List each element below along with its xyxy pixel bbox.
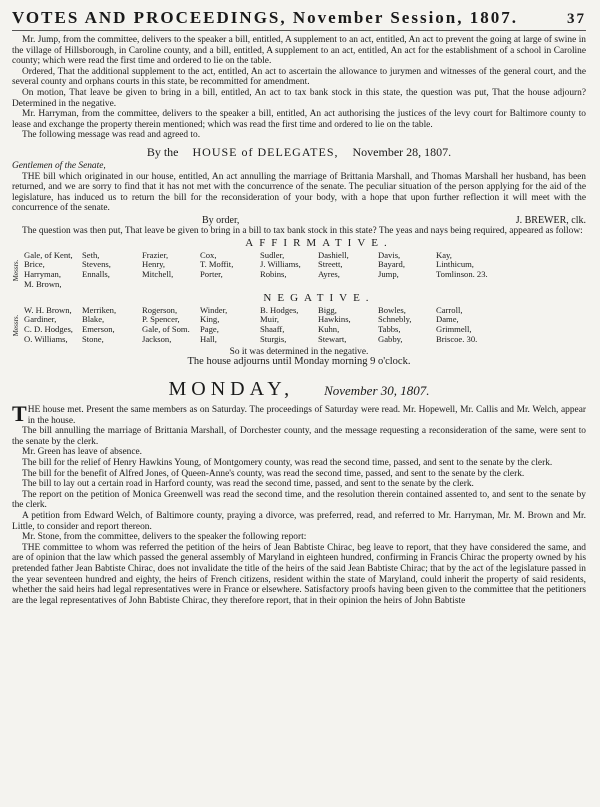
member-name: Robins,	[260, 269, 287, 280]
member-name: Gabby,	[378, 334, 403, 345]
bottom-section	[12, 401, 586, 606]
paragraph: Mr. Green has leave of absence.	[22, 447, 142, 458]
member-name: Winder,	[200, 304, 228, 315]
day-date: November 30, 1807.	[324, 383, 430, 399]
member-name: Carroll,	[436, 304, 463, 315]
determined-line: So it was determined in the negative.	[229, 346, 369, 357]
vote-column	[200, 251, 260, 290]
message-body: THE bill which originated in our house, entitled, An act annulling the marriage of Brittania Marshall, and Thomas Marshall her husband, has been returned, and we are sorry to find that it has not met with the concurrence of the senate. The peculiar situation of the person applying for the aid of the legislature, has induced us to return the bill for the reconsideration of your body, with a hope that upon further reflection it will meet with the concurrence of the senate.	[12, 171, 586, 214]
paragraph: On motion, That leave be given to bring in a bill, entitled, An act to tax bank stock in this state, the question was put, That the house adjourn? Determined in the negative.	[12, 87, 586, 109]
member-name: Sudler,	[260, 249, 285, 260]
member-name: Hawkins,	[318, 314, 351, 325]
member-name: Merriken,	[82, 304, 117, 315]
vote-column	[82, 251, 142, 290]
paragraph: Mr. Jump, from the committee, delivers to the speaker a bill, entitled, A supplement to an act, entitled, An act to prevent the going at large of swine in the village of Hillsborough, in Caroline county, and a bill, entitled, A supplement to an act, entitled, An act for the establishment of a school in Caroline county; which were read the first time and ordered to lie on the table.	[12, 35, 586, 67]
member-name: Stone,	[82, 334, 104, 345]
day-name: MONDAY,	[168, 378, 295, 401]
vote-column	[260, 306, 318, 345]
vote-column	[24, 251, 82, 290]
member-name: Rogerson,	[142, 304, 178, 315]
member-name: Schnebly,	[378, 314, 412, 325]
member-name: Stevens,	[82, 259, 111, 270]
paragraph: Mr. Stone, from the committee, delivers to the speaker the following report:	[22, 532, 307, 543]
message-house: HOUSE of DELEGATES,	[192, 144, 339, 159]
affirmative-side-label: Messrs.	[12, 259, 20, 281]
member-name: C. D. Hodges,	[24, 324, 73, 335]
member-name: Ennalls,	[82, 269, 110, 280]
member-name: P. Spencer,	[142, 314, 180, 325]
vote-column	[318, 306, 378, 345]
vote-column	[260, 251, 318, 290]
vote-column	[82, 306, 142, 345]
vote-column	[436, 251, 496, 290]
paragraph: Ordered, That the additional supplement to the act, entitled, An act to ascertain the allowance to jurymen and witnesses of the general court, and the several county and orphans courts in this state, be recommitted for amendment.	[12, 66, 586, 88]
member-name: Dashiell,	[318, 249, 349, 260]
member-name: T. Moffit,	[200, 259, 234, 270]
member-name: Blake,	[82, 314, 105, 325]
member-name: Tabbs,	[378, 324, 401, 335]
paragraph: THE committee to whom was referred the petition of the heirs of Jean Babtiste Chirac, beg leave to report, that they have considered the same, and are of opinion that the law which passed the general assembly of Maryland in eighteen hundred, confirming in Francis Chirac the property owned by his pretended father Jean Babtiste Chirac, does not invalidate the title of the heirs of the said Jean Babtiste Chirac; that by the act of the legislature passed in the year seventeen hundred and eighty, the heirs of French citizens, resident within the state of Maryland, could inherit the property of said residents, whether the said heirs had legal representatives were in France or elsewhere. Satisfactory proofs having been given to the committee that the petitioners are the legal representatives of John Babtiste Chirac, they therefore report, that in their opinion the heirs of John Babtiste	[12, 542, 586, 606]
member-name: Jump,	[378, 269, 399, 280]
by-order: By order,	[202, 214, 240, 226]
negative-side-label: Messrs.	[12, 314, 20, 337]
running-head	[12, 8, 586, 31]
vote-column	[142, 306, 200, 345]
member-name: Sturgis,	[260, 334, 287, 345]
member-name: Gale, of Kent,	[24, 249, 73, 260]
member-name: W. H. Brown,	[24, 304, 72, 315]
member-name: Muir,	[260, 314, 279, 325]
message-by: By the	[146, 144, 179, 159]
affirmative-heading: AFFIRMATIVE.	[245, 236, 393, 249]
member-name: Streett,	[318, 259, 343, 270]
member-name: Bayard,	[378, 259, 405, 270]
message-salutation: Gentlemen of the Senate,	[12, 160, 106, 171]
member-name: Hall,	[200, 334, 217, 345]
paragraph: The bill to lay out a certain road in Harford county, was read the second time, passed, and sent to the senate by the clerk.	[22, 479, 474, 490]
member-name: Page,	[200, 324, 219, 335]
member-name: Seth,	[82, 249, 100, 260]
clerk-signature: J. BREWER, clk.	[515, 214, 586, 226]
paragraph: The bill for the benefit of Alfred Jones, of Queen-Anne's county, was read the second time, passed, and sent to the senate by the clerk.	[22, 468, 525, 479]
negative-columns	[24, 306, 586, 345]
paragraph: The following message was read and agreed to.	[22, 130, 201, 141]
vote-column	[378, 251, 436, 290]
negative-list	[12, 306, 586, 345]
member-name: Harryman,	[24, 269, 61, 280]
member-name: Porter,	[200, 269, 223, 280]
affirmative-columns	[24, 251, 586, 290]
member-name: Cox,	[200, 249, 217, 260]
vote-column	[24, 306, 82, 345]
member-name: Linthicum,	[436, 259, 474, 270]
message-signature-row	[12, 215, 586, 226]
vote-column	[436, 306, 496, 345]
member-name: King,	[200, 314, 220, 325]
member-name: Shaaff,	[260, 324, 285, 335]
member-name: O. Williams,	[24, 334, 68, 345]
dropcap: T	[12, 401, 27, 427]
paragraph: A petition from Edward Welch, of Baltimore county, praying a divorce, was preferred, read, and referred to Mr. Harryman, Mr. M. Brown and Mr. Little, to consider and report thereon.	[12, 511, 586, 532]
member-name: Stewart,	[318, 334, 347, 345]
paragraph: HE house met. Present the same members as on Saturday. The proceedings of Saturday were read. Mr. Hopewell, Mr. Callis and Mr. Welch, appear in the house.	[27, 405, 586, 426]
member-name: Briscoe. 30.	[436, 334, 478, 345]
vote-column	[378, 306, 436, 345]
top-section	[12, 35, 586, 141]
message-date: November 28, 1807.	[352, 144, 452, 159]
member-name: Henry,	[142, 259, 166, 270]
member-name: Emerson,	[82, 324, 115, 335]
member-name: Brice,	[24, 259, 45, 270]
vote-column	[318, 251, 378, 290]
member-name: Grimmell,	[436, 324, 472, 335]
member-name: Mitchell,	[142, 269, 174, 280]
member-name: Jackson,	[142, 334, 172, 345]
paragraph: The report on the petition of Monica Greenwell was read the second time, and the resolution therein contained assented to, and sent to the senate by the clerk.	[12, 489, 586, 511]
adjourn-line: The house adjourns until Monday morning 9 o'clock.	[187, 356, 411, 368]
paragraph: The bill annulling the marriage of Brittania Marshall, of Dorchester county, and the message requesting a reconsideration of the same, were sent to the senate by the clerk.	[12, 426, 586, 447]
question-paragraph: The question was then put, That leave be given to bring in a bill to tax bank stock in this state? The yeas and nays being required, appeared as follow:	[22, 225, 583, 236]
member-name: M. Brown,	[24, 278, 62, 289]
message-heading	[12, 145, 586, 160]
member-name: Kay,	[436, 249, 452, 260]
member-name: Bowles,	[378, 304, 406, 315]
member-name: Frazier,	[142, 249, 169, 260]
vote-column	[142, 251, 200, 290]
vote-column	[200, 306, 260, 345]
negative-heading: NEGATIVE.	[263, 291, 375, 304]
affirmative-list	[12, 251, 586, 290]
member-name: Kuhn,	[318, 324, 340, 335]
day-heading	[12, 378, 586, 401]
member-name: Gardiner,	[24, 314, 57, 325]
member-name: Bigg,	[318, 304, 337, 315]
paragraph: Mr. Harryman, from the committee, delivers to the speaker a bill, entitled, An act authorising the justices of the levy court for Baltimore county to lease and exchange the property therein mentioned; which was read the first time and ordered to lie on the table.	[12, 109, 586, 130]
page-title: VOTES AND PROCEEDINGS, November Session, 1807.	[12, 8, 519, 27]
member-name: B. Hodges,	[260, 304, 299, 315]
member-name: Davis,	[378, 249, 401, 260]
member-name: Tomlinson. 23.	[436, 269, 488, 280]
member-name: Dame,	[436, 314, 459, 325]
member-name: Ayres,	[318, 269, 340, 280]
page-number: 37	[567, 11, 586, 27]
member-name: J. Williams,	[260, 259, 301, 270]
paragraph: The bill for the relief of Henry Hawkins Young, of Montgomery county, was read the second time, passed, and sent to the senate by the clerk.	[22, 458, 553, 469]
member-name: Gale, of Som.	[142, 324, 190, 335]
